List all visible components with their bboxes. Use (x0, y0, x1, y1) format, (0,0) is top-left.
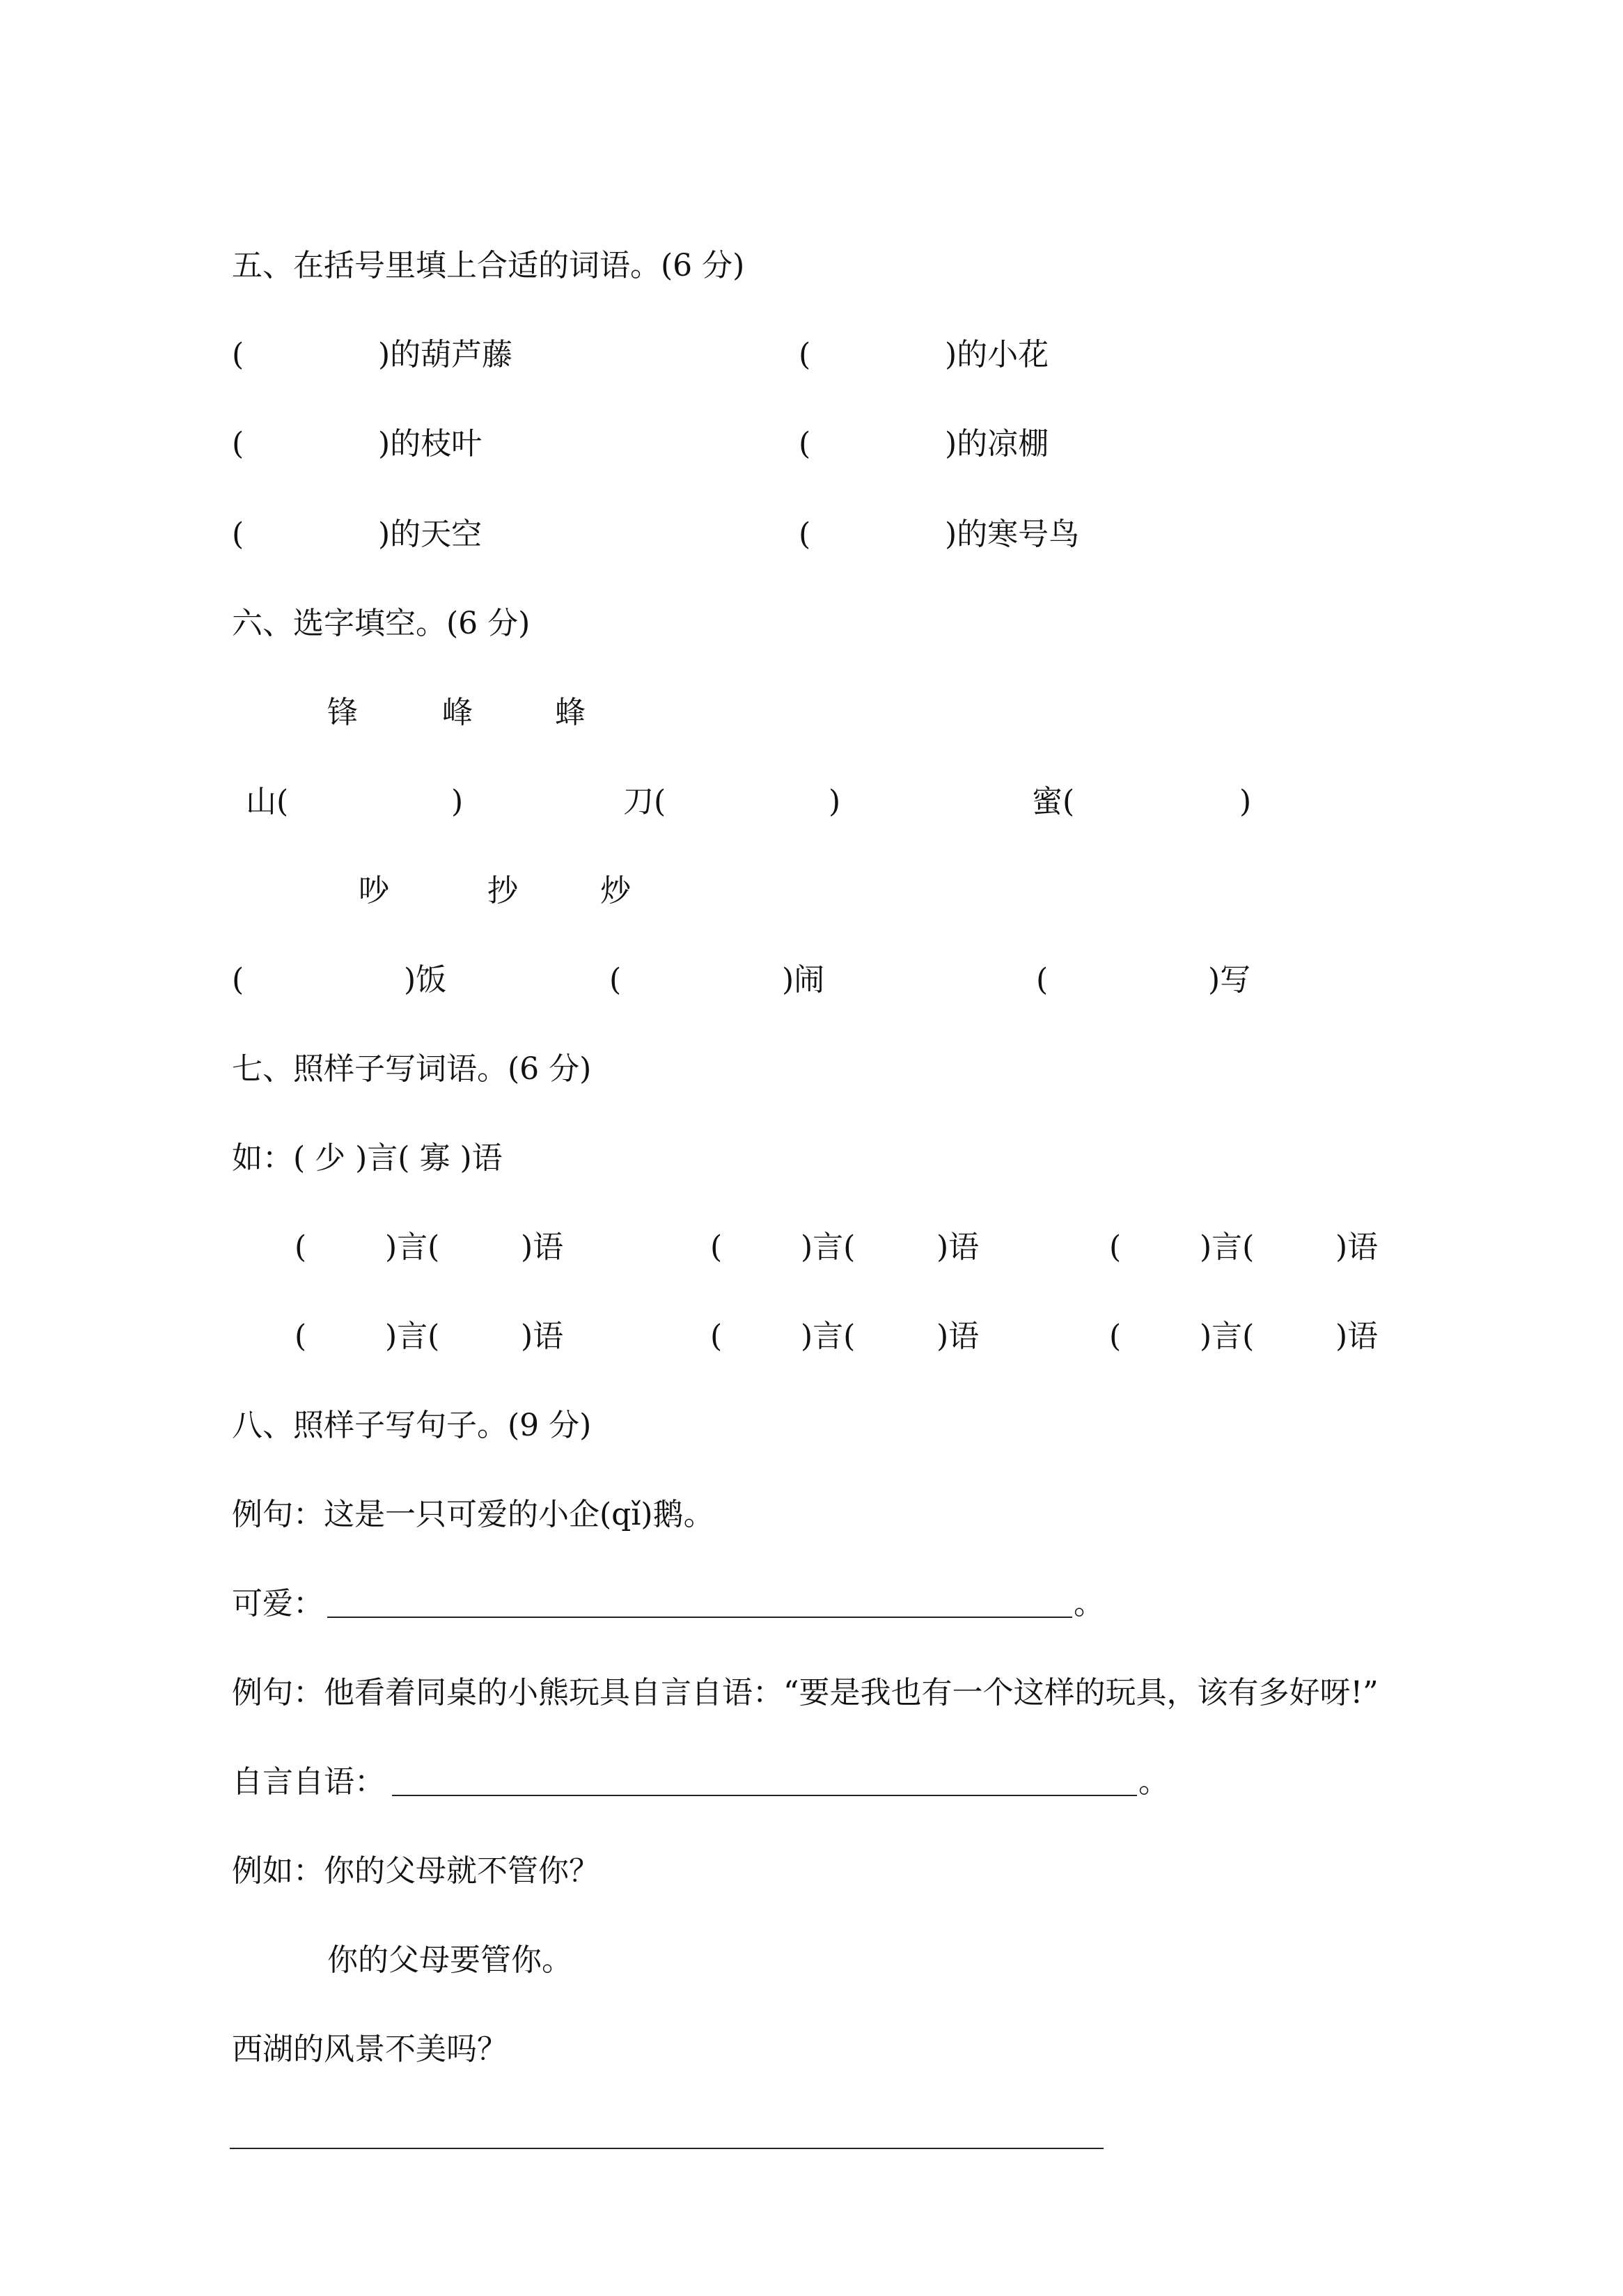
fill-item: )的枝叶 (378, 426, 483, 462)
example-answer: 你的父母要管你。 (327, 1942, 572, 1978)
choice-char: 抄 (487, 873, 518, 909)
example-sentence-1: 例句：这是一只可爱的小企(qǐ)鹅。 (232, 1497, 714, 1532)
choice-char: 锋 (327, 695, 358, 730)
pattern-mid: )言( (385, 1229, 440, 1265)
pattern-end: )语 (521, 1229, 564, 1265)
pattern-end: )语 (936, 1319, 980, 1354)
answer-prompt-2: 自言自语： (232, 1764, 385, 1800)
paren-open: ( (295, 1229, 307, 1265)
pattern-mid: )言( (1200, 1319, 1255, 1354)
answer-line-3[interactable] (230, 2148, 1104, 2149)
fill-item: )的小花 (945, 337, 1049, 372)
paren-open: ( (232, 337, 244, 372)
choice-char: 蜂 (555, 695, 586, 730)
pattern-mid: )言( (801, 1319, 856, 1354)
paren-open: ( (799, 426, 811, 462)
section-6-title: 六、选字填空。(6 分) (232, 606, 531, 641)
pattern-mid: )言( (1200, 1229, 1255, 1265)
blank-prefix: 刀( (623, 784, 666, 819)
pattern-end: )语 (936, 1229, 980, 1265)
end-mark: 。 (1074, 1586, 1104, 1621)
paren-open: ( (710, 1319, 723, 1354)
paren-open: ( (1109, 1319, 1122, 1354)
paren-close: ) (451, 784, 464, 819)
end-mark: 。 (1138, 1764, 1169, 1800)
paren-open: ( (609, 962, 622, 998)
paren-close: ) (1239, 784, 1252, 819)
pattern-end: )语 (1335, 1319, 1379, 1354)
fill-item: )的寒号鸟 (945, 517, 1080, 552)
paren-open: ( (295, 1319, 307, 1354)
section-8-title: 八、照样子写句子。(9 分) (232, 1408, 592, 1443)
choice-char: 峰 (442, 695, 473, 730)
fill-item: )饭 (404, 962, 447, 998)
fill-item: )的天空 (378, 517, 483, 552)
choice-char: 吵 (359, 873, 389, 909)
choice-char: 炒 (600, 873, 631, 909)
blank-prefix: 山( (246, 784, 289, 819)
paren-open: ( (232, 962, 244, 998)
paren-open: ( (1036, 962, 1049, 998)
pattern-end: )语 (521, 1319, 564, 1354)
example-sentence-2: 例句：他看着同桌的小熊玩具自言自语：“要是我也有一个这样的玩具，该有多好呀!” (232, 1675, 1379, 1711)
paren-close: ) (829, 784, 841, 819)
fill-item: )的凉棚 (945, 426, 1049, 462)
answer-line-1[interactable] (327, 1617, 1072, 1618)
fill-item: )闹 (782, 962, 825, 998)
paren-open: ( (232, 426, 244, 462)
section-7-example: 如：( 少 )言( 寡 )语 (232, 1140, 503, 1176)
paren-open: ( (1109, 1229, 1122, 1265)
section-7-title: 七、照样子写词语。(6 分) (232, 1051, 592, 1087)
blank-prefix: 蜜( (1032, 784, 1075, 819)
practice-question: 西湖的风景不美吗？ (232, 2031, 508, 2067)
pattern-mid: )言( (801, 1229, 856, 1265)
example-question: 例如：你的父母就不管你？ (232, 1853, 599, 1889)
pattern-end: )语 (1335, 1229, 1379, 1265)
fill-item: )的葫芦藤 (378, 337, 513, 372)
section-5-title: 五、在括号里填上合适的词语。(6 分) (232, 248, 745, 283)
paren-open: ( (799, 517, 811, 552)
pattern-mid: )言( (385, 1319, 440, 1354)
answer-line-2[interactable] (392, 1795, 1137, 1796)
answer-prompt-1: 可爱： (232, 1586, 324, 1621)
paren-open: ( (710, 1229, 723, 1265)
paren-open: ( (232, 517, 244, 552)
fill-item: )写 (1208, 962, 1251, 998)
paren-open: ( (799, 337, 811, 372)
